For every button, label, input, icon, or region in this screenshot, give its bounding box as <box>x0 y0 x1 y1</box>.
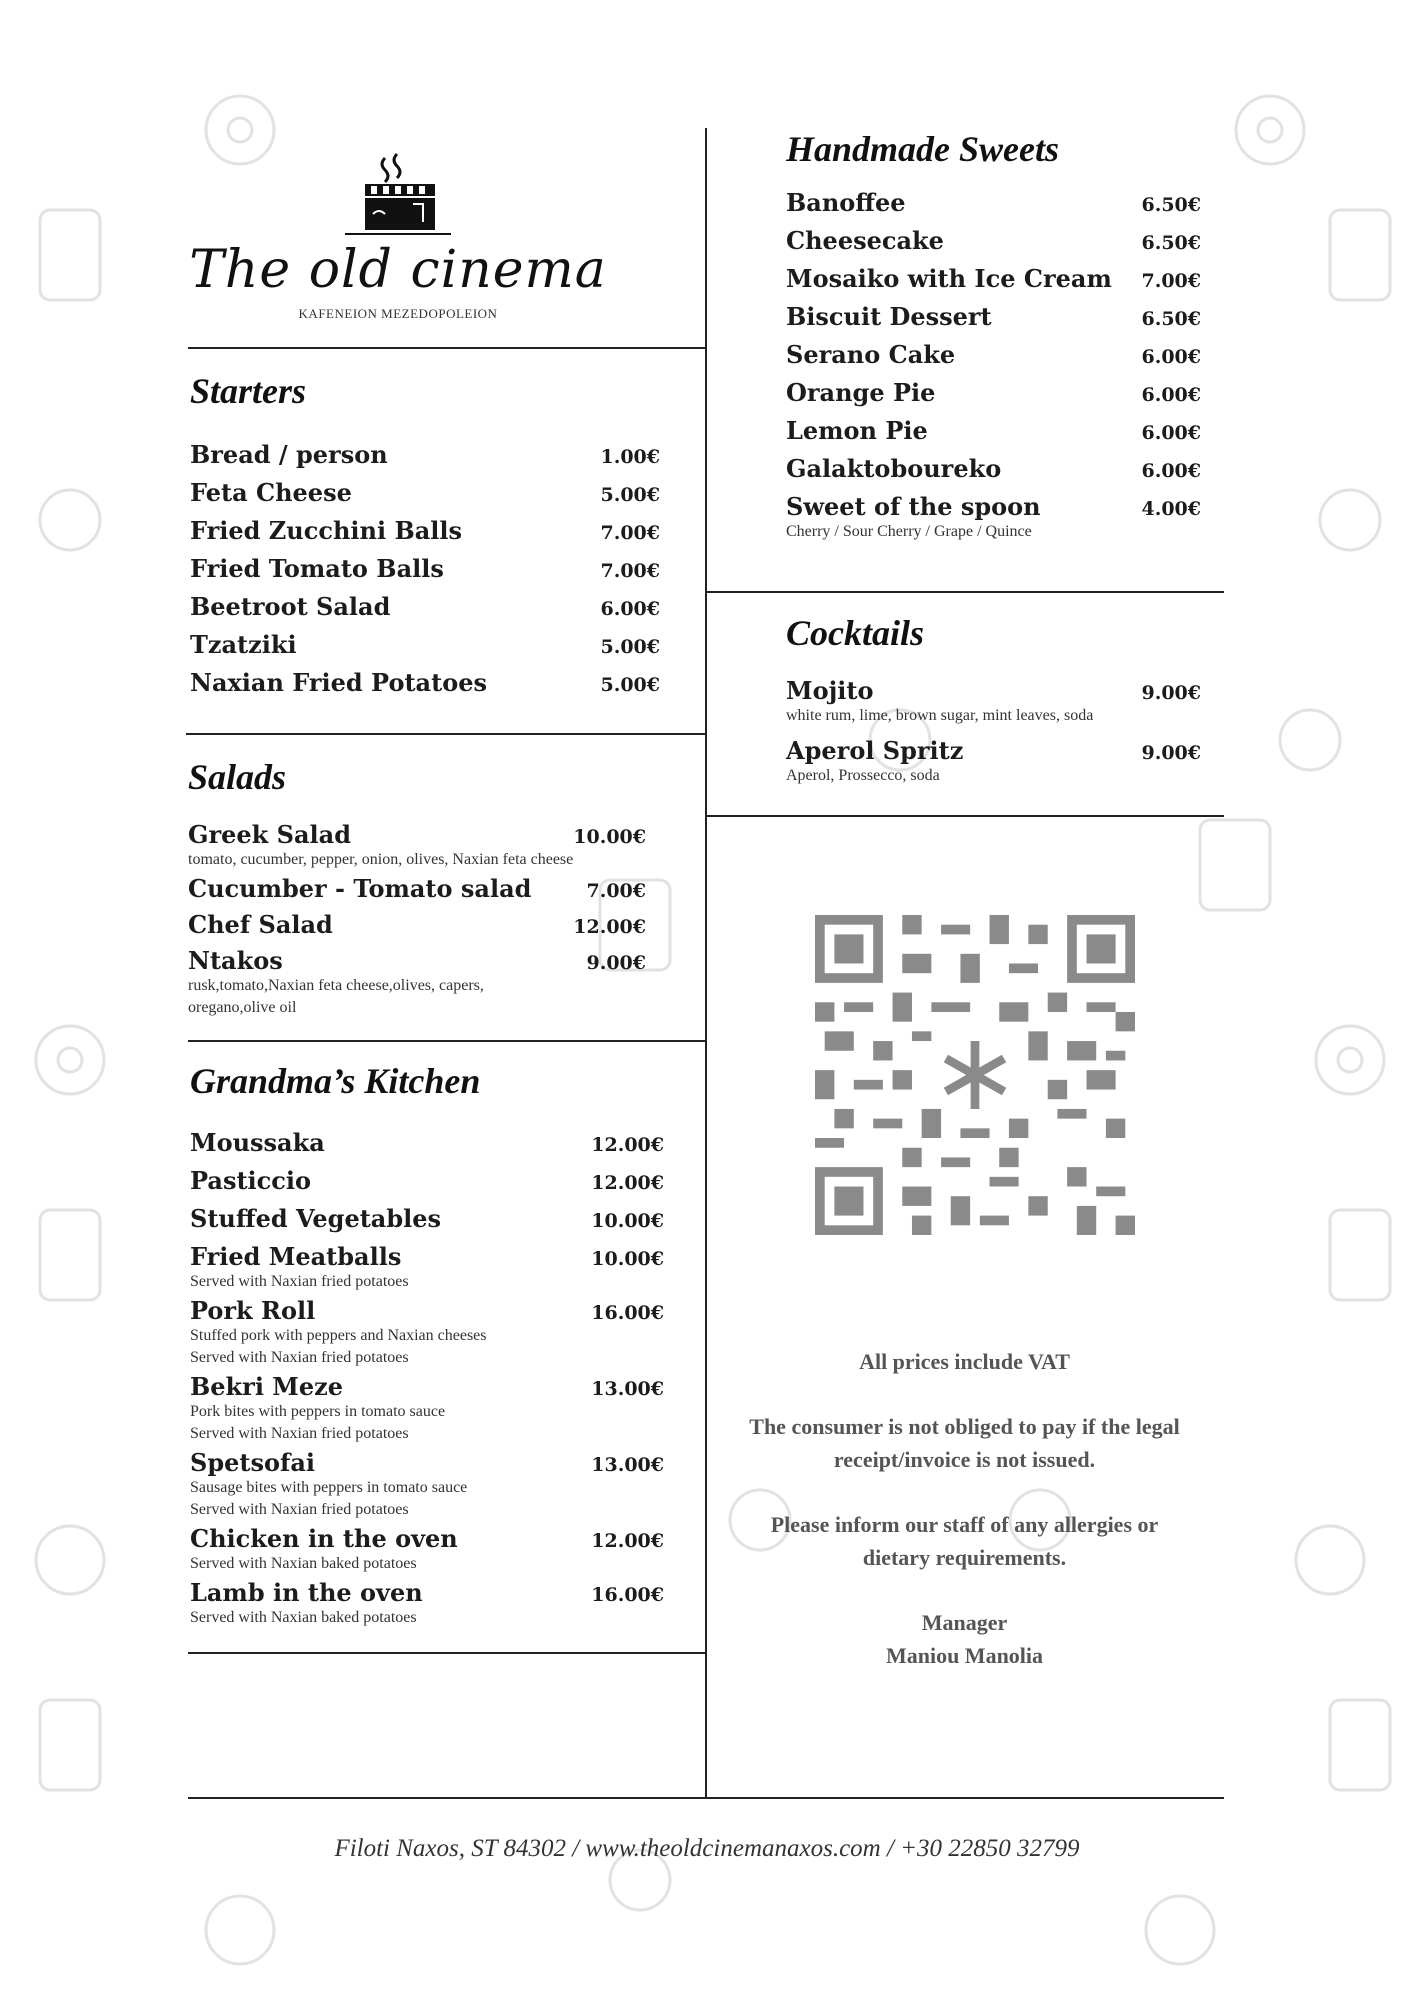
item-price: 6.00€ <box>600 598 660 620</box>
menu-item <box>786 302 1201 340</box>
item-description: Served with Naxian baked potatoes <box>190 1555 417 1572</box>
item-name: Banoffee <box>786 188 906 217</box>
item-description: Stuffed pork with peppers and Naxian cheeses <box>190 1327 487 1344</box>
menu-item <box>190 630 660 668</box>
logo-block <box>188 148 608 322</box>
receipt-note-line-1: The consumer is not obliged to pay if the legal <box>749 1414 1180 1439</box>
item-price: 16.00€ <box>591 1584 664 1606</box>
grandma-title: Grandma’s Kitchen <box>190 1061 481 1101</box>
menu-item <box>190 554 660 592</box>
section-salads <box>188 756 658 1020</box>
item-price: 1.00€ <box>600 446 660 468</box>
divider-left-bottom <box>188 1652 705 1654</box>
item-name: Mosaiko with Ice Cream <box>786 264 1112 293</box>
menu-item <box>786 492 1201 543</box>
menu-item <box>190 516 660 554</box>
item-name: Lemon Pie <box>786 416 928 445</box>
cocktails-title: Cocktails <box>786 613 925 653</box>
manager-name: Maniou Manolia <box>885 1643 1044 1668</box>
section-starters <box>190 370 660 706</box>
item-price: 9.00€ <box>1141 742 1201 764</box>
item-description: Served with Naxian baked potatoes <box>190 1609 417 1626</box>
item-price: 6.50€ <box>1141 308 1201 330</box>
item-price: 5.00€ <box>600 674 660 696</box>
item-name: Ntakos <box>188 946 283 975</box>
item-name: Beetroot Salad <box>190 592 391 621</box>
menu-item <box>786 340 1201 378</box>
item-name: Sweet of the spoon <box>786 492 1041 521</box>
item-name: Lamb in the oven <box>190 1578 423 1607</box>
grandma-list <box>190 1128 664 1632</box>
item-description-2: Served with Naxian fried potatoes <box>190 1425 409 1443</box>
item-price: 13.00€ <box>591 1378 664 1400</box>
item-name: Mojito <box>786 676 874 705</box>
item-price: 16.00€ <box>591 1302 664 1324</box>
item-price: 10.00€ <box>573 826 646 848</box>
menu-item <box>786 188 1201 226</box>
item-name: Moussaka <box>190 1128 325 1157</box>
item-price: 12.00€ <box>591 1134 664 1156</box>
item-price: 4.00€ <box>1141 498 1201 520</box>
qr-code-icon[interactable] <box>815 915 1135 1235</box>
menu-item <box>190 478 660 516</box>
divider-grandma <box>188 1040 705 1042</box>
item-price: 7.00€ <box>586 880 646 902</box>
item-name: Bekri Meze <box>190 1372 344 1401</box>
starters-title: Starters <box>190 371 307 411</box>
item-name: Aperol Spritz <box>786 736 964 765</box>
item-price: 12.00€ <box>591 1530 664 1552</box>
menu-item <box>190 1524 664 1578</box>
item-name: Feta Cheese <box>190 478 352 507</box>
column-divider <box>705 128 707 1798</box>
menu-item <box>190 1448 664 1524</box>
item-price: 6.00€ <box>1141 422 1201 444</box>
brand-subtitle: KAFENEION MEZEDOPOLEION <box>298 306 498 321</box>
menu-item <box>188 910 658 946</box>
item-name: Cucumber - Tomato salad <box>188 874 532 903</box>
salads-list <box>188 820 658 1020</box>
item-name: Pork Roll <box>190 1296 316 1325</box>
menu-item <box>190 592 660 630</box>
item-name: Biscuit Dessert <box>786 302 992 331</box>
menu-item <box>188 946 658 1020</box>
clapperboard-icon <box>343 148 453 238</box>
item-price: 6.50€ <box>1141 232 1201 254</box>
item-description: Sausage bites with peppers in tomato sauce <box>190 1479 468 1496</box>
section-cocktails <box>786 612 1201 787</box>
allergy-note-line-1: Please inform our staff of any allergies or <box>770 1512 1159 1537</box>
sweets-list <box>786 188 1201 543</box>
divider-cocktails <box>707 591 1224 593</box>
item-description: Served with Naxian fried potatoes <box>190 1273 409 1290</box>
item-description-2: Served with Naxian fried potatoes <box>190 1349 409 1367</box>
menu-item <box>786 676 1201 736</box>
starters-list <box>190 440 660 706</box>
menu-item <box>786 226 1201 264</box>
item-price: 9.00€ <box>586 952 646 974</box>
footer-contact: Filoti Naxos, ST 84302 / www.theoldcinemanaxos.com / +30 22850 32799 <box>334 1835 1080 1862</box>
manager-role: Manager <box>921 1610 1008 1635</box>
item-price: 10.00€ <box>591 1210 664 1232</box>
divider-footer <box>188 1797 1224 1799</box>
item-description: tomato, cucumber, pepper, onion, olives, Naxian feta cheese <box>188 851 574 868</box>
item-name: Bread / person <box>190 440 388 469</box>
divider-salads <box>186 733 705 735</box>
item-description: rusk,tomato,Naxian feta cheese,olives, capers, <box>188 977 484 994</box>
menu-item <box>188 874 658 910</box>
item-price: 12.00€ <box>591 1172 664 1194</box>
item-name: Fried Zucchini Balls <box>190 516 463 545</box>
item-description: white rum, lime, brown sugar, mint leaves, soda <box>786 707 1094 724</box>
menu-item <box>190 1204 664 1242</box>
menu-item <box>188 820 658 874</box>
section-grandma <box>190 1060 664 1632</box>
item-price: 12.00€ <box>573 916 646 938</box>
item-price: 9.00€ <box>1141 682 1201 704</box>
item-price: 10.00€ <box>591 1248 664 1270</box>
receipt-note-line-2: receipt/invoice is not issued. <box>833 1447 1096 1472</box>
brand-name: The old cinema <box>189 240 607 300</box>
salads-title: Salads <box>188 757 287 797</box>
item-price: 7.00€ <box>1141 270 1201 292</box>
menu-item <box>786 264 1201 302</box>
item-description: Pork bites with peppers in tomato sauce <box>190 1403 446 1420</box>
item-description: Aperol, Prossecco, soda <box>786 767 940 784</box>
item-description-2: oregano,olive oil <box>188 999 297 1017</box>
allergy-note-line-2: dietary requirements. <box>862 1545 1067 1570</box>
sweets-title: Handmade Sweets <box>786 129 1060 169</box>
item-price: 6.00€ <box>1141 460 1201 482</box>
menu-item <box>190 1578 664 1632</box>
menu-item <box>786 416 1201 454</box>
divider-qr <box>707 815 1224 817</box>
item-name: Greek Salad <box>188 820 351 849</box>
menu-item <box>786 378 1201 416</box>
menu-item <box>190 1166 664 1204</box>
item-name: Naxian Fried Potatoes <box>190 668 487 697</box>
menu-item <box>786 736 1201 787</box>
cocktails-list <box>786 676 1201 787</box>
menu-item <box>190 1296 664 1372</box>
item-description-2: Served with Naxian fried potatoes <box>190 1501 409 1519</box>
divider-starters <box>188 347 705 349</box>
item-description: Cherry / Sour Cherry / Grape / Quince <box>786 523 1032 540</box>
item-name: Chef Salad <box>188 910 333 939</box>
item-name: Fried Tomato Balls <box>190 554 444 583</box>
item-price: 5.00€ <box>600 636 660 658</box>
item-name: Stuffed Vegetables <box>190 1204 442 1233</box>
item-name: Galaktoboureko <box>786 454 1002 483</box>
menu-item <box>190 440 660 478</box>
menu-item <box>190 1242 664 1296</box>
item-name: Chicken in the oven <box>190 1524 458 1553</box>
section-sweets <box>786 128 1201 543</box>
item-name: Pasticcio <box>190 1166 312 1195</box>
item-name: Serano Cake <box>786 340 956 369</box>
item-price: 6.00€ <box>1141 384 1201 406</box>
item-name: Fried Meatballs <box>190 1242 402 1271</box>
menu-item <box>190 668 660 706</box>
item-price: 6.00€ <box>1141 346 1201 368</box>
menu-item <box>786 454 1201 492</box>
item-name: Orange Pie <box>786 378 936 407</box>
menu-item <box>190 1128 664 1166</box>
item-price: 6.50€ <box>1141 194 1201 216</box>
menu-item <box>190 1372 664 1448</box>
item-price: 13.00€ <box>591 1454 664 1476</box>
vat-note: All prices include VAT <box>859 1349 1070 1374</box>
item-name: Cheesecake <box>786 226 944 255</box>
item-name: Spetsofai <box>190 1448 315 1477</box>
info-notes <box>712 1345 1217 1672</box>
item-price: 7.00€ <box>600 560 660 582</box>
item-price: 5.00€ <box>600 484 660 506</box>
item-price: 7.00€ <box>600 522 660 544</box>
item-name: Tzatziki <box>190 630 297 659</box>
